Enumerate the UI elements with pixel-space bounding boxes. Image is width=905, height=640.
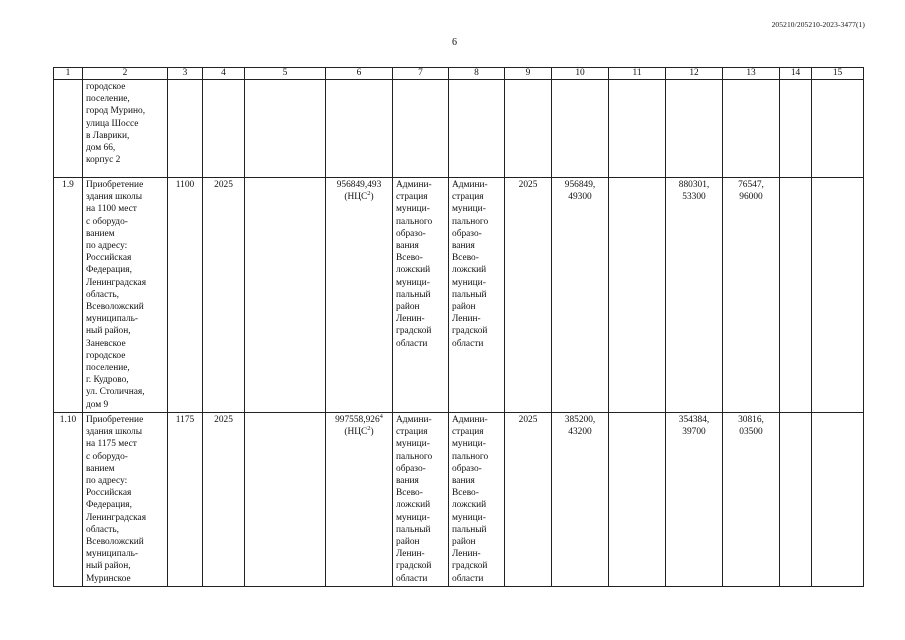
recipient-cell-line: муници- <box>452 204 486 215</box>
table-row <box>54 178 864 413</box>
recipient-cell <box>449 178 505 413</box>
object-name-line: муниципаль- <box>86 314 139 325</box>
customer-cell-line: муници- <box>396 204 430 215</box>
customer-cell-line: Админи- <box>396 180 432 190</box>
recipient-cell-line: страция <box>452 427 484 438</box>
object-name-line: город Мурино, <box>86 106 146 117</box>
federal-amount-cell-line: 354384, <box>678 415 710 425</box>
column-number-15: 15 <box>812 68 864 80</box>
object-name-line: Российская <box>86 488 132 499</box>
customer-cell-line: ложский <box>396 500 431 511</box>
recipient-cell-line: ложский <box>452 265 487 276</box>
data-table <box>53 67 864 587</box>
column-number-2: 2 <box>83 68 168 80</box>
recipient-cell-line: образо- <box>452 228 482 239</box>
cost-note-close: ) <box>370 427 374 438</box>
customer-cell-line: области <box>396 338 428 349</box>
total-amount-cell <box>552 80 609 178</box>
capacity-cell <box>168 80 203 178</box>
object-name-line: ный район, <box>86 326 131 337</box>
object-name-line: ул. Столичная, <box>86 387 145 398</box>
total-amount-cell-line: 385200, <box>564 415 596 425</box>
object-name-line: на 1100 мест <box>86 204 137 215</box>
regional-amount-cell <box>723 178 780 413</box>
regional-amount-cell-line: 03500 <box>739 427 763 438</box>
total-amount-cell-line: 43200 <box>568 427 592 438</box>
empty-cell <box>609 178 666 413</box>
customer-cell-line: области <box>396 573 428 584</box>
recipient-cell-line: район <box>452 302 476 313</box>
object-name <box>83 80 168 178</box>
column-number-6: 6 <box>326 68 393 80</box>
federal-amount-cell-line: 880301, <box>678 180 710 190</box>
customer-cell-line: Ленин- <box>396 314 425 325</box>
regional-amount-cell-line: 30816, <box>738 415 764 425</box>
capacity-cell: 1100 <box>168 178 203 413</box>
recipient-cell-line: области <box>452 573 484 584</box>
federal-amount-cell <box>666 413 723 587</box>
recipient-cell-line: Всево- <box>452 253 479 264</box>
estimated-cost-cell <box>326 178 393 413</box>
empty-cell <box>780 178 812 413</box>
empty-cell <box>812 80 864 178</box>
empty-cell <box>609 80 666 178</box>
object-name-line: ванием <box>86 463 115 474</box>
object-name-line: на 1175 мест <box>86 439 137 450</box>
object-name-line: Приобретение <box>86 180 144 190</box>
column-number-7: 7 <box>393 68 449 80</box>
cost-note-text: (НЦС <box>344 427 368 438</box>
recipient-cell-line: пального <box>452 216 489 227</box>
customer-cell-line: Админи- <box>396 415 432 425</box>
customer-cell-line: страция <box>396 427 428 438</box>
year-cell: 2025 <box>505 178 552 413</box>
recipient-cell-line: Ленин- <box>452 314 481 325</box>
recipient-cell-line: градской <box>452 326 488 337</box>
year-cell: 2025 <box>505 413 552 587</box>
object-name-line: городское <box>86 82 126 92</box>
object-name-line: здания школы <box>86 192 142 203</box>
column-number-12: 12 <box>666 68 723 80</box>
object-name-line: Ленинградская <box>86 277 147 288</box>
recipient-cell-line: Ленин- <box>452 549 481 560</box>
cost-note <box>328 426 390 438</box>
customer-cell-line: район <box>396 537 420 548</box>
row-number: 1.9 <box>54 178 83 413</box>
object-name-line: ванием <box>86 228 115 239</box>
customer-cell-line: пальный <box>396 289 431 300</box>
recipient-cell-line: район <box>452 537 476 548</box>
customer-cell-line: вания <box>396 241 419 252</box>
document-id: 205210/205210-2023-3477(1) <box>771 20 865 29</box>
empty-cell <box>609 413 666 587</box>
object-name-line: Российская <box>86 253 132 264</box>
empty-cell <box>245 413 326 587</box>
object-name-line: Всеволожский <box>86 537 144 548</box>
object-name-line: городское <box>86 350 126 361</box>
year-cell: 2025 <box>203 413 245 587</box>
estimated-cost-cell <box>326 80 393 178</box>
column-number-3: 3 <box>168 68 203 80</box>
regional-amount-cell-line: 96000 <box>739 192 763 203</box>
object-name-line: ный район, <box>86 561 131 572</box>
customer-cell-line: страция <box>396 192 428 203</box>
customer-cell-line: Ленин- <box>396 549 425 560</box>
recipient-cell-line: пальный <box>452 289 487 300</box>
recipient-cell-line: муници- <box>452 277 486 288</box>
customer-cell <box>393 178 449 413</box>
object-name-line: корпус 2 <box>86 155 121 166</box>
column-number-14: 14 <box>780 68 812 80</box>
regional-amount-cell <box>723 413 780 587</box>
federal-amount-cell-line: 39700 <box>682 427 706 438</box>
recipient-cell-line: Всево- <box>452 488 479 499</box>
object-name-line: в Лаврики, <box>86 130 130 141</box>
customer-cell-line: пальный <box>396 524 431 535</box>
customer-cell-line: вания <box>396 476 419 487</box>
object-name-line: по адресу: <box>86 241 128 252</box>
object-name-line: муниципаль- <box>86 549 139 560</box>
object-name-line: Приобретение <box>86 415 144 425</box>
cost-number: 997558,926 <box>335 415 380 425</box>
recipient-cell-line: вания <box>452 476 475 487</box>
recipient-cell-line: градской <box>452 561 488 572</box>
row-number: 1.10 <box>54 413 83 587</box>
table-row <box>54 80 864 178</box>
cost-note-close: ) <box>370 192 374 203</box>
row-number <box>54 80 83 178</box>
customer-cell-line: муници- <box>396 439 430 450</box>
customer-cell-line: муници- <box>396 277 430 288</box>
page-number: 6 <box>452 37 457 48</box>
recipient-cell-line: образо- <box>452 463 482 474</box>
object-name-line: с оборудо- <box>86 451 128 462</box>
cost-value <box>328 179 390 191</box>
capacity-cell: 1175 <box>168 413 203 587</box>
object-name-line: область, <box>86 524 119 535</box>
object-name-line: Заневское <box>86 338 126 349</box>
object-name <box>83 178 168 413</box>
empty-cell <box>812 178 864 413</box>
federal-amount-cell-line: 53300 <box>682 192 706 203</box>
object-name-line: область, <box>86 289 119 300</box>
cost-number: 956849,493 <box>336 180 382 190</box>
customer-cell-line: градской <box>396 326 432 337</box>
regional-amount-cell <box>723 80 780 178</box>
column-number-8: 8 <box>449 68 505 80</box>
empty-cell <box>245 178 326 413</box>
recipient-cell-line: пальный <box>452 524 487 535</box>
recipient-cell-line: Админи- <box>452 180 488 190</box>
customer-cell-line: Всево- <box>396 488 423 499</box>
year-cell: 2025 <box>203 178 245 413</box>
object-name-line: здания школы <box>86 427 142 438</box>
column-number-row <box>54 68 864 80</box>
object-name-line: поселение, <box>86 94 130 105</box>
cost-note-text: (НЦС <box>344 192 368 203</box>
recipient-cell-line: муници- <box>452 512 486 523</box>
recipient-cell-line: области <box>452 338 484 349</box>
customer-cell <box>393 80 449 178</box>
object-name-line: Федерация, <box>86 265 132 276</box>
estimated-cost-cell <box>326 413 393 587</box>
empty-cell <box>780 413 812 587</box>
object-name <box>83 413 168 587</box>
total-amount-cell-line: 956849, <box>564 180 596 190</box>
object-name-line: Ленинградская <box>86 512 147 523</box>
cost-note <box>328 191 390 203</box>
column-number-4: 4 <box>203 68 245 80</box>
customer-cell <box>393 413 449 587</box>
customer-cell-line: градской <box>396 561 432 572</box>
total-amount-cell <box>552 178 609 413</box>
column-number-9: 9 <box>505 68 552 80</box>
column-number-10: 10 <box>552 68 609 80</box>
customer-cell-line: пального <box>396 216 433 227</box>
recipient-cell-line: страция <box>452 192 484 203</box>
table-row <box>54 413 864 587</box>
customer-cell-line: ложский <box>396 265 431 276</box>
cost-note-footnote: 2 <box>367 190 371 198</box>
recipient-cell <box>449 80 505 178</box>
year-cell <box>505 80 552 178</box>
column-number-5: 5 <box>245 68 326 80</box>
column-number-13: 13 <box>723 68 780 80</box>
object-name-line: поселение, <box>86 363 130 374</box>
regional-amount-cell-line: 76547, <box>738 180 764 190</box>
footnote-marker: 4 <box>379 412 383 420</box>
object-name-line: Муринское <box>86 573 131 584</box>
federal-amount-cell <box>666 80 723 178</box>
recipient-cell-line: ложский <box>452 500 487 511</box>
total-amount-cell <box>552 413 609 587</box>
recipient-cell-line: пального <box>452 451 489 462</box>
object-name-line: дом 9 <box>86 399 109 410</box>
column-number-11: 11 <box>609 68 666 80</box>
object-name-line: г. Кудрово, <box>86 375 129 386</box>
object-name-line: Всеволожский <box>86 302 144 313</box>
object-name-line: Федерация, <box>86 500 132 511</box>
customer-cell-line: муници- <box>396 512 430 523</box>
year-cell <box>203 80 245 178</box>
customer-cell-line: пального <box>396 451 433 462</box>
customer-cell-line: образо- <box>396 463 426 474</box>
recipient-cell-line: Админи- <box>452 415 488 425</box>
cost-note-footnote: 2 <box>367 425 371 433</box>
recipient-cell <box>449 413 505 587</box>
column-number-1: 1 <box>54 68 83 80</box>
object-name-line: по адресу: <box>86 476 128 487</box>
customer-cell-line: район <box>396 302 420 313</box>
federal-amount-cell <box>666 178 723 413</box>
recipient-cell-line: вания <box>452 241 475 252</box>
cost-value <box>328 414 390 426</box>
object-name-line: улица Шоссе <box>86 118 139 129</box>
total-amount-cell-line: 49300 <box>568 192 592 203</box>
object-name-line: с оборудо- <box>86 216 128 227</box>
customer-cell-line: Всево- <box>396 253 423 264</box>
empty-cell <box>780 80 812 178</box>
object-name-line: дом 66, <box>86 143 116 154</box>
recipient-cell-line: муници- <box>452 439 486 450</box>
customer-cell-line: образо- <box>396 228 426 239</box>
empty-cell <box>245 80 326 178</box>
empty-cell <box>812 413 864 587</box>
